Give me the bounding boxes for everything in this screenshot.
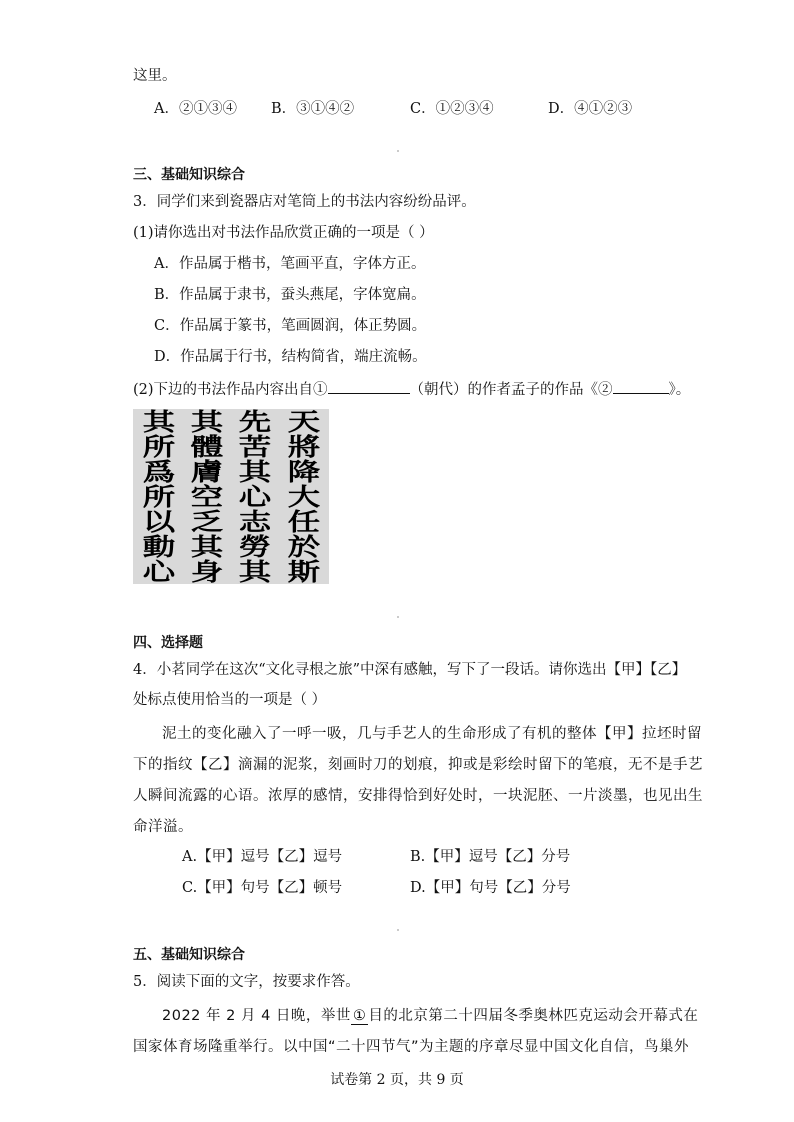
calligraphy-char: 所 <box>142 432 176 461</box>
divider-dot <box>397 929 399 931</box>
q4-option-d: D.【甲】句号【乙】分号 <box>410 880 571 896</box>
work-title-blank[interactable] <box>613 378 669 394</box>
calligraphy-char: 天 <box>287 409 321 436</box>
calligraphy-column-2 <box>232 409 278 584</box>
calligraphy-char: 空 <box>190 482 224 511</box>
calligraphy-char: 斯 <box>287 557 321 584</box>
calligraphy-char: 心 <box>238 482 272 511</box>
calligraphy-char: 志 <box>238 507 272 536</box>
idiom-blank-1[interactable]: ① <box>352 1008 367 1024</box>
calligraphy-char: 所 <box>142 482 176 511</box>
question-4-line-1: 4．小茗同学在这次“文化寻根之旅”中深有感触，写下了一段话。请你选出【甲】【乙】 <box>133 662 687 678</box>
passage-line-3: 人瞬间流露的心语。浓厚的感情，安排得恰到好处时，一块泥胚、一片淡墨，也见出生 <box>133 788 703 804</box>
question-3-stem: 3．同学们来到瓷器店对笔筒上的书法内容纷纷品评。 <box>133 194 476 210</box>
calligraphy-char: 心 <box>142 557 176 584</box>
option-b: B．③①④② <box>271 101 355 117</box>
passage-line-2: 下的指纹【乙】滴漏的泥浆，刻画时刀的划痕，抑或是彩绘时留下的笔痕，无不是手艺 <box>133 757 703 773</box>
calligraphy-column-4 <box>136 409 182 584</box>
calligraphy-char: 先 <box>238 409 272 436</box>
calligraphy-char: 苦 <box>238 432 272 461</box>
question-5-stem: 5．阅读下面的文字，按要求作答。 <box>133 974 360 990</box>
calligraphy-column-1 <box>281 409 327 584</box>
question-4-line-2: 处标点使用恰当的一项是（ ） <box>133 692 327 708</box>
calligraphy-char: 爲 <box>142 457 176 486</box>
sub1-option-a: A．作品属于楷书，笔画平直，字体方正。 <box>154 256 426 272</box>
calligraphy-char: 於 <box>287 532 321 561</box>
option-d: D．④①②③ <box>548 101 633 117</box>
section-heading-3: 三、基础知识综合 <box>133 167 245 183</box>
calligraphy-char: 其 <box>190 532 224 561</box>
calligraphy-char: 動 <box>142 532 176 561</box>
calligraphy-char: 以 <box>142 507 176 536</box>
calligraphy-char: 大 <box>287 482 321 511</box>
calligraphy-char: 膚 <box>190 457 224 486</box>
q4-option-c: C.【甲】句号【乙】顿号 <box>182 880 343 896</box>
calligraphy-char: 任 <box>287 507 321 536</box>
divider-dot <box>397 150 399 152</box>
dynasty-blank[interactable] <box>328 378 410 394</box>
calligraphy-char: 其 <box>142 409 176 436</box>
q4-option-b: B.【甲】逗号【乙】分号 <box>410 849 571 865</box>
q5-passage-line-2: 国家体育场隆重举行。以中国“二十四节气”为主题的序章尽显中国文化自信，鸟巢外 <box>133 1039 690 1055</box>
previous-question-continuation: 这里。 <box>133 68 177 84</box>
calligraphy-column-3 <box>184 409 230 584</box>
calligraphy-image <box>133 409 329 584</box>
passage-line-1: 泥土的变化融入了一呼一吸，几与手艺人的生命形成了有机的整体【甲】拉坯时留 <box>162 726 702 742</box>
passage-line-4: 命洋溢。 <box>133 819 193 835</box>
calligraphy-char: 體 <box>190 432 224 461</box>
q5-passage-line-1-post: 目的北京第二十四届冬季奥林匹克运动会开幕式在 <box>368 1008 699 1024</box>
section-heading-4: 四、选择题 <box>133 635 203 651</box>
calligraphy-char: 乏 <box>190 507 224 536</box>
q5-passage-line-1-pre: 2022 年 2 月 4 日晚，举世 <box>162 1008 351 1024</box>
sub-question-1-stem: (1)请你选出对书法作品欣赏正确的一项是（ ） <box>133 225 434 241</box>
calligraphy-char: 其 <box>238 457 272 486</box>
sub1-option-c: C．作品属于篆书，笔画圆润，体正势圆。 <box>154 318 427 334</box>
sub2-suffix: 》。 <box>668 382 691 398</box>
sub-question-2 <box>133 378 690 400</box>
page-footer: 试卷第 2 页，共 9 页 <box>330 1072 464 1088</box>
divider-dot <box>397 616 399 618</box>
sub2-prefix: (2)下边的书法作品内容出自① <box>133 382 328 398</box>
calligraphy-char: 降 <box>287 457 321 486</box>
option-a: A．②①③④ <box>154 101 237 117</box>
calligraphy-char: 其 <box>190 409 224 436</box>
q5-passage-line-1 <box>162 1006 698 1026</box>
calligraphy-char: 將 <box>287 432 321 461</box>
calligraphy-char: 勞 <box>238 532 272 561</box>
calligraphy-char: 其 <box>238 557 272 584</box>
calligraphy-char: 身 <box>190 557 224 584</box>
sub2-middle: （朝代）的作者孟子的作品《② <box>409 382 613 398</box>
option-c: C．①②③④ <box>410 101 494 117</box>
sub1-option-b: B．作品属于隶书，蚕头燕尾，字体宽扁。 <box>154 287 426 303</box>
q4-option-a: A.【甲】逗号【乙】逗号 <box>182 849 343 865</box>
section-heading-5: 五、基础知识综合 <box>133 947 245 963</box>
sub1-option-d: D．作品属于行书，结构简省，端庄流畅。 <box>154 349 427 365</box>
